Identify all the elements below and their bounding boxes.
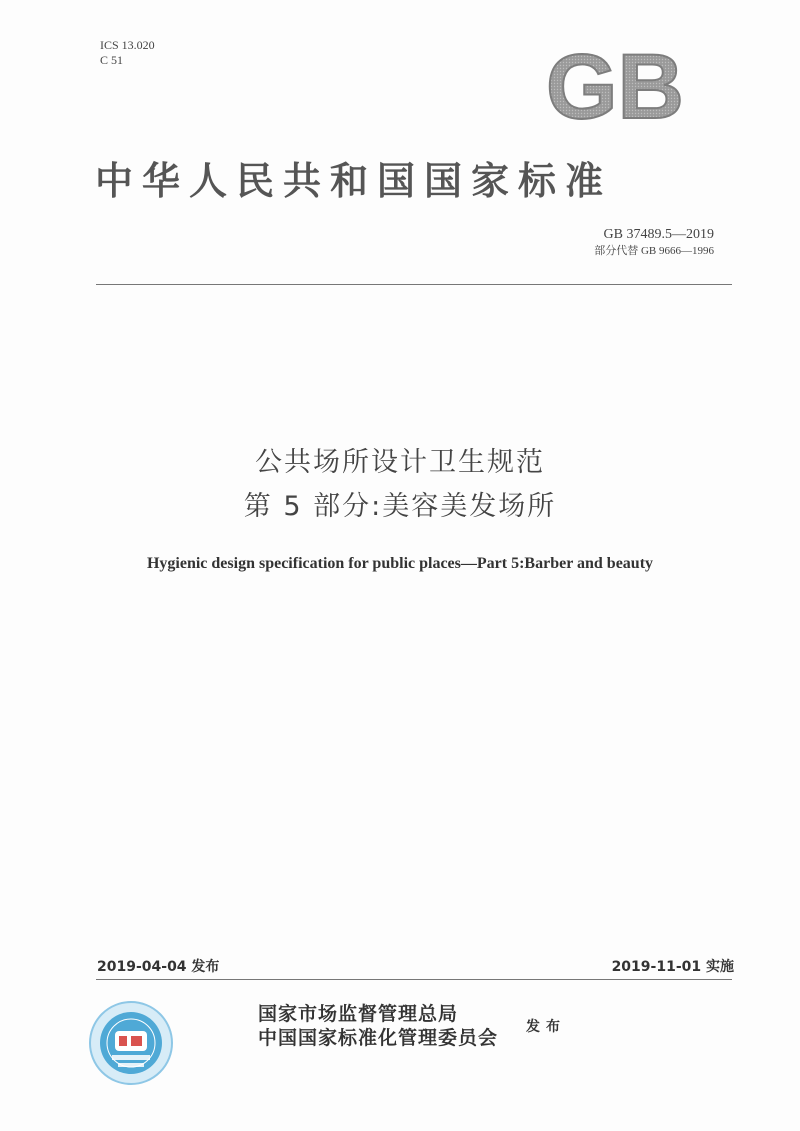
ccs-code: C 51: [100, 53, 124, 67]
implementation-date: 2019-11-01 实施: [611, 959, 734, 975]
release-label: 发布: [526, 1019, 566, 1035]
replaces-note: 部分代替 GB 9666—1996: [594, 245, 714, 257]
issuer-samr: 国家市场监督管理总局: [258, 1003, 459, 1025]
issuing-authorities: [258, 1002, 498, 1050]
standard-number: GB 37489.5—2019: [603, 227, 714, 242]
gb-logo-text: GB: [546, 46, 684, 126]
issue-date: 2019-04-04 发布: [97, 959, 220, 975]
gb-logo: [535, 46, 695, 126]
standard-number-block: [594, 226, 714, 258]
header-divider: [96, 284, 732, 285]
ics-code: ICS 13.020: [100, 38, 155, 52]
footer-divider: [96, 979, 732, 980]
title-cn-line1: 公共场所设计卫生规范: [255, 447, 545, 478]
title-cn-line2: 第 5 部分:美容美发场所: [243, 491, 557, 522]
national-standard-title: 中华人民共和国国家标准: [95, 159, 613, 203]
classification-codes: [100, 38, 155, 68]
title-en: Hygienic design specification for public places—Part 5:Barber and beauty: [146, 555, 654, 572]
anti-counterfeit-seal-icon: [88, 1000, 174, 1086]
issuer-sac: 中国国家标准化管理委员会: [258, 1027, 499, 1049]
